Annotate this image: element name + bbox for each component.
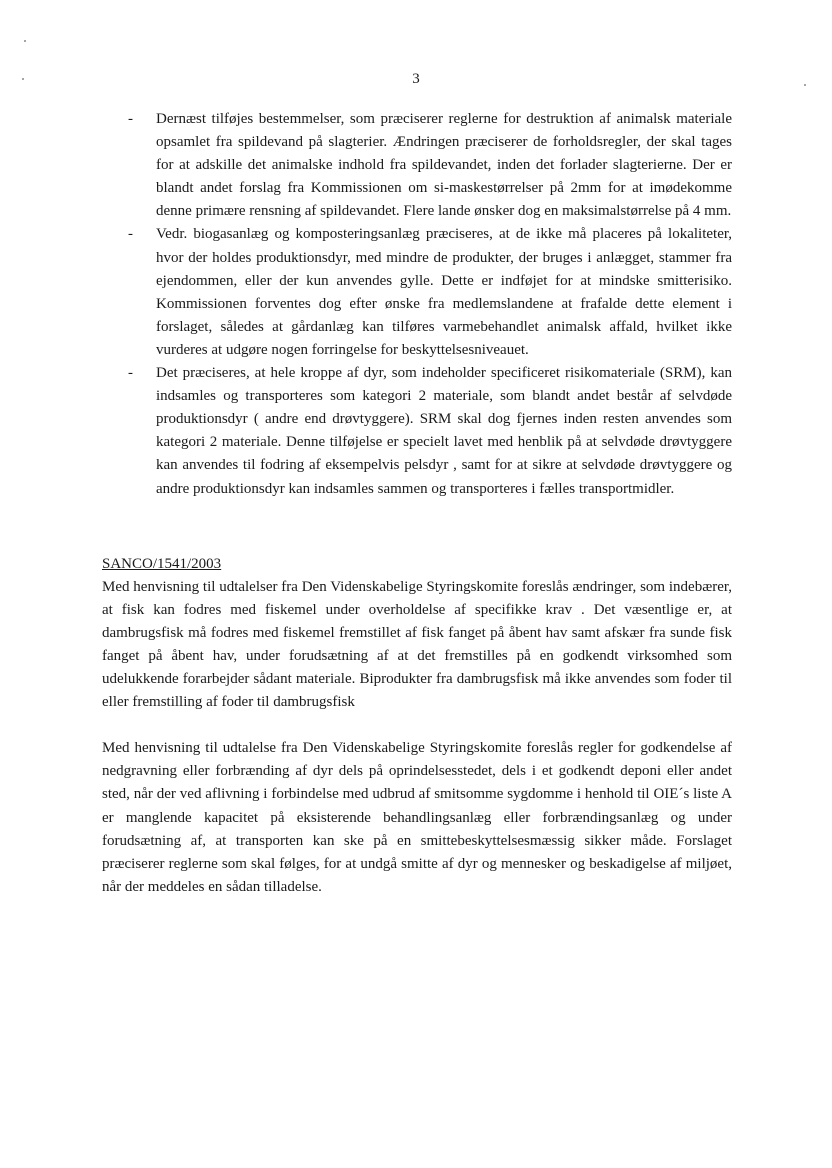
bullet-text: Dernæst tilføjes bestemmelser, som præciserer reglerne for destruktion af animalsk materiale opsamlet fra spildevand på slagterier. Ændringen præciserer de forholdsregler, der skal tages for at adskille det animalske indhold fra spildevandet, inden det forlader slagterierne. Der er blandt andet forslag fra Kommissionen om si-maskestørrelser på 2mm for at imødekomme denne primære rensning af spildevandet. Flere lande ønsker dog en maksimalstørrelse på 4 mm. xyxy=(156,111,732,220)
bullet-text: Vedr. biogasanlæg og komposteringsanlæg præciseres, at de ikke må placeres på lokaliteter, hvor der holdes produktionsdyr, med mindre de produkter, der bruges i anlægget, stammer fra ejendommen, eller der kun anvendes gylle. Dette er indføjet for at mindske smitterisiko. Kommissionen forventes dog efter ønske fra medlemslandene at frafalde dette element i forslaget, således at gårdanlæg kan tilføres varmebehandlet animalsk affald, hvilket ikke vurderes at udgøre nogen forringelse for beskyttelsesniveauet. xyxy=(156,226,732,358)
bullet-dash: - xyxy=(128,111,133,127)
paragraph-fish-feed: Med henvisning til udtalelser fra Den Videnskabelige Styringskomite foreslås ændringer, som indebærer, at fisk kan fodres med fiskemel under overholdelse af specifikke krav . Det væsentlige er, at dambrugsfisk må fodres med fiskemel fremstillet af fisk fanget på åbent hav samt afskær fra sunde fisk fanget på åbent hav, under forudsætning af at det fremstilles på en godkendt virksomhed som udelukkende forarbejder sådant materiale. Biprodukter fra dambrugsfisk må ikke anvendes som foder til eller fremstilling af foder til dambrugsfisk xyxy=(102,578,732,711)
bullet-text: Det præciseres, at hele kroppe af dyr, som indeholder specificeret risikomateriale (SRM), kan indsamles og transporteres som kategori 2 materiale, som blandt andet består af selvdøde produktionsdyr ( andre end drøvtyggere). SRM skal dog fjernes inden resten anvendes som kategori 2 materiale. Denne tilføjelse er specielt lavet med henblik på at selvdøde drøvtyggere kan anvendes til fodring af eksempelvis pelsdyr , samt for at sikre at selvdøde drøvtyggere og andre produktionsdyr kan indsamles sammen og transporteres i fælles transportmidler. xyxy=(156,365,732,497)
bullet-dash: - xyxy=(128,365,133,382)
bullet-item-destruction xyxy=(102,108,732,223)
scan-speck xyxy=(24,40,26,42)
section-heading: SANCO/1541/2003 xyxy=(102,555,222,572)
bullet-item-biogas xyxy=(102,223,732,362)
document-body xyxy=(102,108,732,899)
page-number: 3 xyxy=(412,71,420,87)
paragraph-burial-incineration: Med henvisning til udtalelse fra Den Videnskabelige Styringskomite foreslås regler for godkendelse af nedgravning eller forbrænding af dyr dels på oprindelsesstedet, dels i et godkendt deponi eller andet sted, når der ved aflivning i forbindelse med udbrud af smitsomme sygdomme i henhold til OIE´s liste A er manglende kapacitet på eksisterende behandlingsanlæg eller forbrændingsanlæg og under forudsætning af, at transporten kan ske på en smittebeskyttelsesmæssig sikker måde. Forslaget præciserer reglerne som skal følges, for at undgå smitte af dyr og mennesker og beskadigelse af miljøet, når der meddeles en sådan tilladelse. xyxy=(102,740,732,895)
bullet-dash: - xyxy=(128,226,133,243)
bullet-item-srm xyxy=(102,362,732,501)
bullet-list xyxy=(102,108,732,501)
